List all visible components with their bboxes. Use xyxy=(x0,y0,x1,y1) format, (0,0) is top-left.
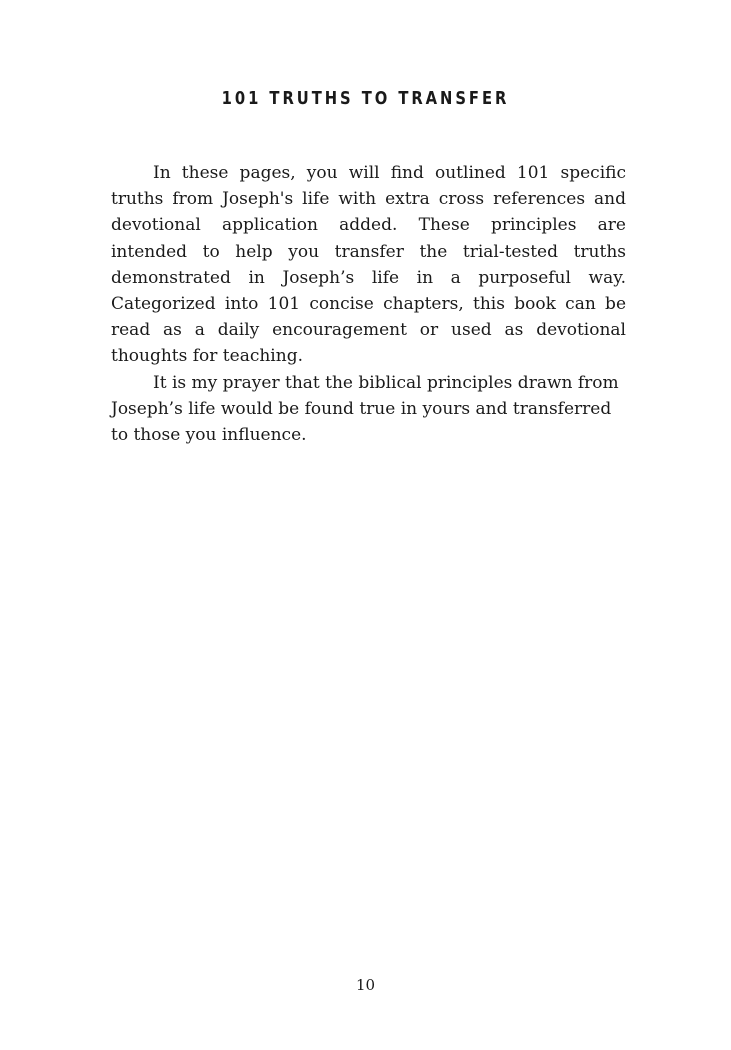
paragraph-prayer: It is my prayer that the biblical principles drawn from Joseph’s life would be found true in yours and transferred to those you influence. xyxy=(111,372,619,446)
page-number: 10 xyxy=(355,976,376,994)
paragraph-intro: In these pages, you will find outlined 101 specific truths from Joseph's life with extra cross references and devotional application added. These principles are intended to help you transfer the trial-tested truths demonstrated in Joseph’s life in a purposeful way. Categorized into 101 concise chapters, this book can be read as a daily encouragement or used as devotional thoughts for teaching. xyxy=(111,163,626,367)
page-title: 101 TRUTHS TO TRANSFER xyxy=(221,88,510,109)
body-text xyxy=(111,160,626,448)
